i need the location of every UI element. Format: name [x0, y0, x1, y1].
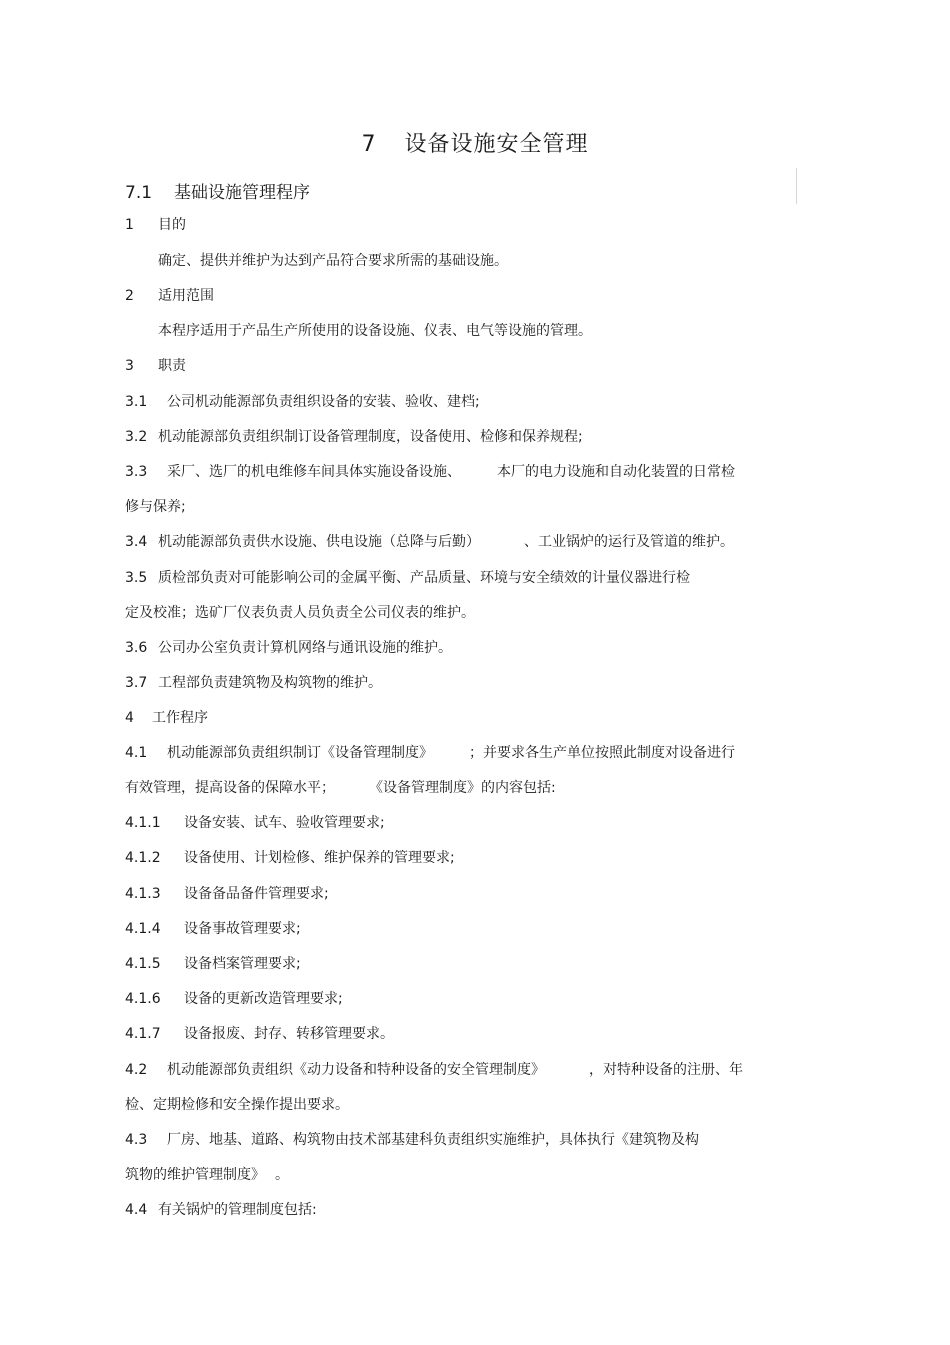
chapter-title [0, 127, 950, 158]
clause-3-6 [125, 638, 452, 658]
section-number: 7.1 [125, 183, 153, 203]
item-title: 工作程序 [152, 710, 208, 726]
clause-number: 4.1.6 [125, 991, 161, 1007]
clause-4-1-2 [125, 848, 455, 868]
clause-text: 机动能源部负责组织《动力设备和特种设备的安全管理制度》 [167, 1062, 545, 1078]
paragraph-purpose: 确定、提供并维护为达到产品符合要求所需的基础设施。 [158, 253, 508, 269]
clause-text: 。 [275, 1167, 289, 1183]
clause-number: 4.1 [125, 745, 148, 761]
heading-work-procedure [125, 708, 208, 728]
clause-text: 公司机动能源部负责组织设备的安装、验收、建档; [167, 394, 480, 410]
clause-number: 4.2 [125, 1062, 148, 1078]
margin-divider [796, 168, 797, 204]
clause-3-3 [125, 462, 735, 482]
clause-text: 机动能源部负责供水设施、供电设施（总降与后勤） [158, 534, 480, 550]
clause-4-3 [125, 1130, 699, 1150]
clause-number: 3.2 [125, 429, 148, 445]
paragraph-scope: 本程序适用于产品生产所使用的设备设施、仪表、电气等设施的管理。 [158, 323, 592, 339]
clause-3-1 [125, 392, 480, 412]
clause-4-1-1 [125, 813, 385, 833]
clause-text: 设备安装、试车、验收管理要求; [184, 815, 385, 831]
clause-4-4 [125, 1200, 317, 1220]
item-number: 1 [125, 217, 134, 233]
clause-4-2 [125, 1060, 743, 1080]
clause-number: 3.6 [125, 640, 148, 656]
clause-text: 采厂、选厂的机电维修车间具体实施设备设施、 [167, 464, 461, 480]
item-number: 2 [125, 288, 134, 304]
clause-3-5 [125, 568, 690, 588]
clause-number: 4.1.1 [125, 815, 161, 831]
clause-text: ，对特种设备的注册、年 [589, 1062, 743, 1078]
clause-3-5-continued: 定及校准；选矿厂仪表负责人员负责全公司仪表的维护。 [125, 605, 475, 621]
item-title: 目的 [158, 217, 186, 233]
clause-text: 有关锅炉的管理制度包括: [158, 1202, 317, 1218]
clause-3-4 [125, 532, 734, 552]
clause-number: 3.3 [125, 464, 148, 480]
clause-text: 机动能源部负责组织制订《设备管理制度》 [167, 745, 433, 761]
clause-text: 设备使用、计划检修、维护保养的管理要求; [184, 850, 455, 866]
clause-number: 3.4 [125, 534, 148, 550]
clause-4-3-continued [125, 1165, 289, 1185]
clause-number: 3.7 [125, 675, 148, 691]
clause-text: ；并要求各生产单位按照此制度对设备进行 [469, 745, 735, 761]
clause-text: 公司办公室负责计算机网络与通讯设施的维护。 [158, 640, 452, 656]
section-title-text: 基础设施管理程序 [174, 183, 310, 203]
item-number: 3 [125, 358, 134, 374]
clause-3-3-continued: 修与保养; [125, 499, 186, 515]
clause-text: 设备备品备件管理要求; [184, 886, 329, 902]
clause-number: 4.1.2 [125, 850, 161, 866]
clause-3-7 [125, 673, 382, 693]
clause-4-1-6 [125, 989, 343, 1009]
clause-3-2 [125, 427, 583, 447]
clause-text: 有效管理，提高设备的保障水平； [125, 780, 335, 796]
clause-text: 《设备管理制度》的内容包括: [369, 780, 556, 796]
chapter-title-text: 设备设施安全管理 [404, 132, 589, 157]
clause-text: 工程部负责建筑物及构筑物的维护。 [158, 675, 382, 691]
clause-number: 4.1.7 [125, 1026, 161, 1042]
clause-text: 机动能源部负责组织制订设备管理制度，设备使用、检修和保养规程; [158, 429, 583, 445]
section-heading [125, 178, 310, 203]
item-number: 4 [125, 710, 134, 726]
heading-responsibilities [125, 356, 186, 376]
clause-4-2-continued: 检、定期检修和安全操作提出要求。 [125, 1097, 349, 1113]
clause-4-1 [125, 743, 735, 763]
clause-text: 设备报废、封存、转移管理要求。 [184, 1026, 394, 1042]
chapter-number: 7 [361, 132, 377, 157]
clause-text: 筑物的维护管理制度》 [125, 1167, 265, 1183]
clause-number: 4.1.5 [125, 956, 161, 972]
heading-scope [125, 286, 214, 306]
clause-number: 3.5 [125, 570, 148, 586]
item-title: 适用范围 [158, 288, 214, 304]
clause-4-1-continued [125, 778, 556, 798]
clause-text: 厂房、地基、道路、构筑物由技术部基建科负责组织实施维护，具体执行《建筑物及构 [167, 1132, 699, 1148]
clause-text: 设备事故管理要求; [184, 921, 301, 937]
clause-4-1-3 [125, 884, 329, 904]
clause-number: 4.3 [125, 1132, 148, 1148]
clause-4-1-7 [125, 1024, 394, 1044]
heading-purpose [125, 215, 186, 235]
clause-text: 设备档案管理要求; [184, 956, 301, 972]
clause-text: 质检部负责对可能影响公司的金属平衡、产品质量、环境与安全绩效的计量仪器进行检 [158, 570, 690, 586]
clause-text: 本厂的电力设施和自动化装置的日常检 [497, 464, 735, 480]
clause-number: 4.4 [125, 1202, 148, 1218]
clause-text: 设备的更新改造管理要求; [184, 991, 343, 1007]
clause-number: 3.1 [125, 394, 148, 410]
clause-4-1-5 [125, 954, 301, 974]
clause-text: 、工业锅炉的运行及管道的维护。 [524, 534, 734, 550]
clause-number: 4.1.4 [125, 921, 161, 937]
clause-4-1-4 [125, 919, 301, 939]
clause-number: 4.1.3 [125, 886, 161, 902]
item-title: 职责 [158, 358, 186, 374]
